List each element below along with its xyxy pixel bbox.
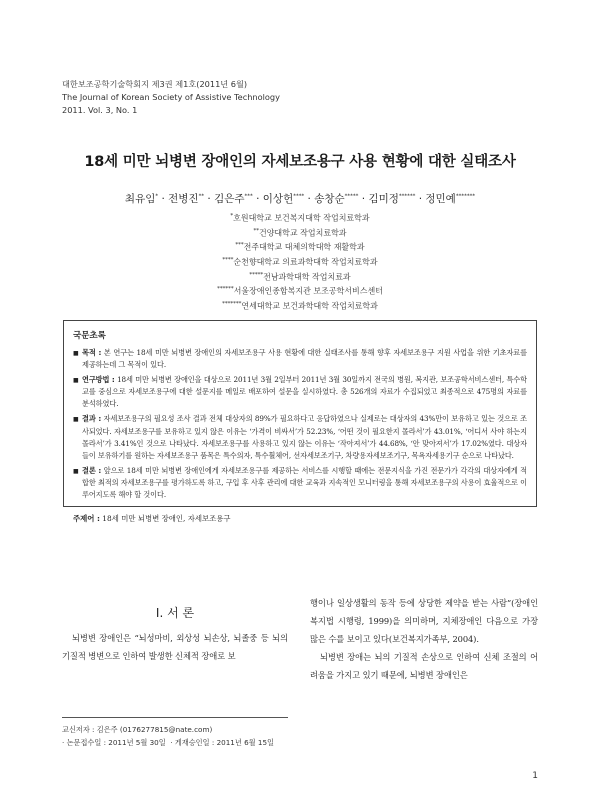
- purpose-text: 본 연구는 18세 미만 뇌병변 장애인의 자세보조용구 사용 현황에 대한 실태조사를 통해 향후 자세보조용구 지원 사업을 위한 기초자료를 제공하는데 그 목적이 있다.: [82, 348, 527, 370]
- author-separator: ·: [415, 193, 426, 205]
- affiliation-text: 건양대학교 작업치료학과: [258, 228, 347, 238]
- author-separator: ·: [252, 193, 263, 205]
- submission-dates: [62, 736, 302, 749]
- square-bullet-icon: ■: [73, 416, 79, 424]
- method-text: 18세 미만 뇌병변 장애인을 대상으로 2011년 3월 2일부터 2011년 3월 30일까지 전국의 병원, 복지관, 보조공학서비스센터, 특수학교를 중심으로 자세보조용구에 대한 설문지를 메일로 배포하여 설문을 실시하였다. 총 526개의 자료가 수집되었고 최종적으로 475명의 자료를 분석하였다.: [82, 375, 527, 409]
- result-text: 자세보조용구의 필요성 조사 결과 전체 대상자의 89%가 필요하다고 응답하였으나 실제로는 대상자의 43%만이 보유하고 있는 것으로 조사되었다. 자세보조용구를 보유하고 있지 않은 이유는 ‘가격이 비싸서’가 52.23%, ‘어떤 것이 필요한지 몰라서’가 43.01%, ‘어디서 사야 하는지 몰라서’가 3.41%인 것으로 나타났다. 자세보조용구를 사용하고 있지 않는 이유는 ‘작아져서’가 44.68%, ‘안 맞아져서’가 17.02%였다. 대상자들이 보유하기를 원하는 자세보조용구 품목은 특수의자, 특수휠체어, 선자세보조기구, 차량용자세보조기구, 목욕자세용기구 순으로 나타났다.: [82, 414, 527, 460]
- footnote-divider: [62, 717, 288, 718]
- footnotes: [62, 723, 302, 749]
- journal-name-english: The Journal of Korean Society of Assistive Technology: [62, 92, 280, 102]
- affiliation-mark: **: [253, 227, 259, 234]
- received-label: · 논문접수일 :: [62, 738, 109, 747]
- affiliation-mark: ****: [222, 256, 234, 263]
- accepted-label: · 게재승인일 :: [170, 738, 217, 747]
- author-mark: **: [198, 193, 205, 200]
- affiliation-text: 순천향대학교 의료과학대학 작업치료학과: [233, 257, 378, 267]
- author-mark: ****: [293, 193, 305, 200]
- corresponding-author-label: 교신저자 :: [62, 725, 95, 734]
- author-name: 송창순: [314, 193, 345, 205]
- square-bullet-icon: ■: [73, 377, 79, 385]
- body-left-column: 뇌병변 장애인은 “뇌성마비, 외상성 뇌손상, 뇌졸중 등 뇌의 기질적 병변으로 인하여 발생한 신체적 장애로 보: [62, 633, 288, 661]
- author-mark: ***: [244, 193, 253, 200]
- affiliation-mark: *: [230, 213, 234, 219]
- paper-title: 18세 미만 뇌병변 장애인의 자세보조용구 사용 현황에 대한 실태조사: [84, 154, 516, 170]
- affiliation: [0, 254, 600, 269]
- journal-volume-english: 2011. Vol. 3, No. 1: [62, 105, 138, 115]
- affiliation-text: 연세대학교 보건과학대학 작업치료학과: [241, 301, 378, 311]
- abstract-method: [73, 374, 527, 410]
- accepted-date: 2011년 6월 15일: [216, 738, 274, 747]
- affiliation-mark: ******: [217, 286, 234, 293]
- abstract-conclusion: [73, 465, 527, 501]
- affiliation-list: [0, 210, 600, 313]
- square-bullet-icon: ■: [73, 350, 79, 357]
- author-name: 김미정: [368, 193, 399, 205]
- affiliation: [0, 269, 600, 284]
- author-mark: *****: [344, 193, 359, 200]
- affiliation-mark: *****: [249, 271, 264, 278]
- keywords-label: 주제어 :: [73, 514, 100, 524]
- author-name: 김은주: [214, 193, 245, 205]
- abstract-box: [63, 320, 537, 524]
- author-separator: ·: [358, 193, 369, 205]
- corresponding-author: [62, 723, 302, 736]
- page-number: 1: [532, 771, 538, 781]
- abstract-purpose: [73, 347, 527, 371]
- affiliation-text: 호원대학교 보건복지대학 작업치료학과: [233, 213, 370, 223]
- journal-volume-korean: 대한보조공학기술학회지 제3권 제1호(2011년 6월): [62, 79, 248, 89]
- author-mark: ******: [398, 193, 416, 200]
- author-mark: *: [155, 193, 159, 200]
- affiliation: [0, 298, 600, 313]
- affiliation: [0, 210, 600, 225]
- body-right-column: [310, 594, 538, 684]
- received-date: 2011년 5월 30일: [108, 738, 166, 747]
- author-name: 이상헌: [262, 193, 294, 205]
- keywords: [73, 513, 527, 524]
- affiliation: [0, 225, 600, 240]
- author-name: 정민예: [425, 193, 456, 205]
- body-paragraph: 행이나 일상생활의 동작 등에 상당한 제약을 받는 사람”(장애인 복지법 시행령, 1999)을 의미하며, 지체장애인 다음으로 가장 많은 수를 보이고 있다(보건복지가족부, 2004).: [310, 598, 538, 644]
- author-separator: ·: [304, 193, 315, 205]
- author-name: 전병진: [168, 193, 199, 205]
- conclusion-text: 앞으로 18세 미만 뇌병변 장애인에게 자세보조용구를 제공하는 서비스를 시행할 때에는 전문지식을 가진 전문가가 각각의 대상자에게 적합한 최적의 자세보조용구를 평가하도록 하고, 구입 후 사후 관리에 대한 교육과 지속적인 모니터링을 통해 자세보조용구의 사용이 효율적으로 이루어지도록 해야 할 것이다.: [82, 465, 527, 500]
- square-bullet-icon: ■: [73, 467, 79, 475]
- affiliation-text: 전주대학교 대체의학대학 재활학과: [243, 242, 365, 252]
- purpose-label: 목적 :: [82, 348, 102, 357]
- method-label: 연구방법 :: [82, 375, 115, 385]
- keywords-text: 18세 미만 뇌병변 장애인, 자세보조용구: [99, 514, 231, 524]
- affiliation-mark: *******: [222, 300, 242, 307]
- conclusion-label: 결론 :: [82, 465, 102, 475]
- affiliation-text: 서울장애인종합복지관 보조공학서비스센터: [233, 286, 383, 296]
- section-heading: I. 서 론: [155, 606, 195, 620]
- affiliation: [0, 283, 600, 298]
- abstract-result: [73, 413, 527, 461]
- author-name: 최유임: [124, 193, 156, 205]
- corresponding-author-text: 김은주 (0176277815@nate.com): [94, 725, 213, 734]
- abstract-heading: 국문초록: [73, 331, 106, 341]
- author-mark: *******: [455, 193, 476, 200]
- author-separator: ·: [158, 193, 169, 205]
- affiliation-mark: ***: [235, 242, 244, 249]
- result-label: 결과 :: [82, 414, 102, 424]
- journal-header: [62, 78, 280, 117]
- affiliation-text: 전남과학대학 작업치료과: [263, 272, 351, 282]
- author-list: [0, 191, 600, 206]
- author-separator: ·: [204, 193, 215, 205]
- affiliation: [0, 239, 600, 254]
- body-paragraph: 뇌병변 장애는 뇌의 기질적 손상으로 인하여 신체 조절의 어려움을 가지고 있기 때문에, 뇌병변 장애인은: [310, 652, 538, 680]
